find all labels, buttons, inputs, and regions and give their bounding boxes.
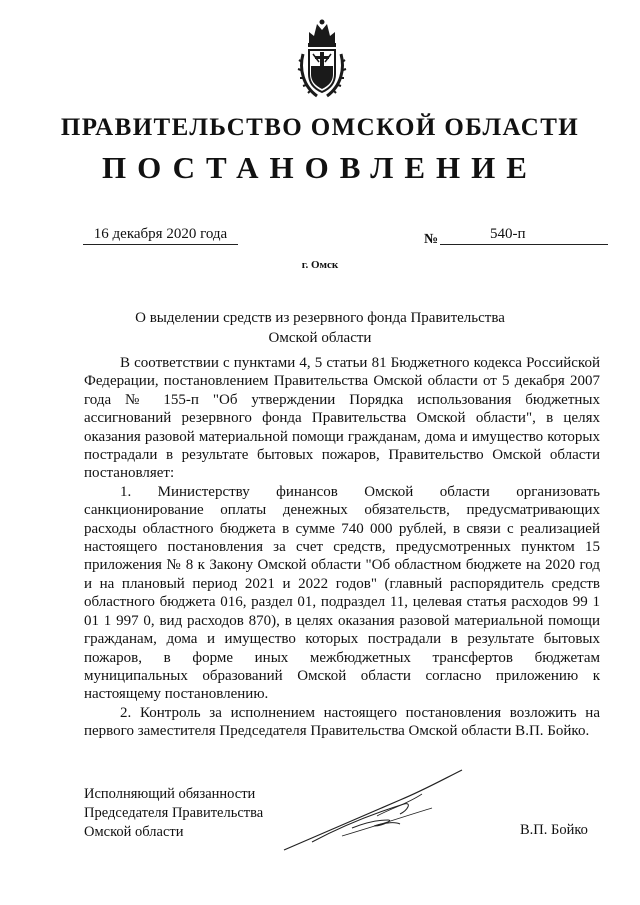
signatory-position [84, 785, 263, 842]
signatory-position-line-1: Исполняющий обязанности [84, 786, 256, 802]
document-body [84, 354, 600, 741]
organization-title: ПРАВИТЕЛЬСТВО ОМСКОЙ ОБЛАСТИ [60, 114, 580, 141]
signatory-position-line-2: Председателя Правительства [84, 805, 264, 821]
document-number: 540-п [440, 226, 608, 245]
document-type-title: ПОСТАНОВЛЕНИЕ [102, 150, 538, 185]
number-sign: № [424, 232, 439, 247]
body-paragraph-preamble: В соответствии с пунктами 4, 5 статьи 81 Бюджетного кодекса Российской Федерации, постановлением Правительства Омской области от 5 декабря 2007 года № 155-п "Об утверждении Порядка использования бюджетных ассигнований резервного фонда Правительства Омской области", в целях оказания разовой материальной помощи гражданам, дома и имущество которых пострадали в результате бытовых пожаров, Правительство Омской области постановляет: [84, 355, 600, 482]
handwritten-signature [282, 764, 472, 854]
document-date: 16 декабря 2020 года [83, 226, 238, 245]
document-subject [120, 308, 520, 348]
coat-of-arms-icon [297, 14, 347, 100]
signatory-position-line-3: Омской области [84, 824, 184, 840]
subject-line-2: Омской области [268, 330, 372, 346]
signatory-name: В.П. Бойко [520, 822, 588, 838]
city-label: г. Омск [301, 259, 339, 271]
body-paragraph-2: 2. Контроль за исполнением настоящего постановления возложить на первого заместителя Председателя Правительства Омской области В.П. Бойко. [84, 704, 600, 740]
body-paragraph-1: 1. Министерству финансов Омской области организовать санкционирование оплаты денежных обязательств, предусматривающих расходы областного бюджета в сумме 740 000 рублей, в связи с реализацией настоящего постановления за счет средств, предусмотренных пунктом 15 приложения № 8 к Закону Омской области "Об областном бюджете на 2020 год и на плановый период 2021 и 2022 годов" (главный распорядитель средств областного бюджета 016, раздел 01, подраздел 11, целевая статья расходов 99 1 01 1 997 0, вид расходов 870), в целях оказания разовой материальной помощи гражданам, дома и имущество которых пострадали в результате бытовых пожаров, в форме иных межбюджетных трансфертов бюджетам муниципальных образований Омской области согласно приложению к настоящему постановлению. [84, 483, 600, 703]
subject-line-1: О выделении средств из резервного фонда Правительства [135, 310, 505, 326]
